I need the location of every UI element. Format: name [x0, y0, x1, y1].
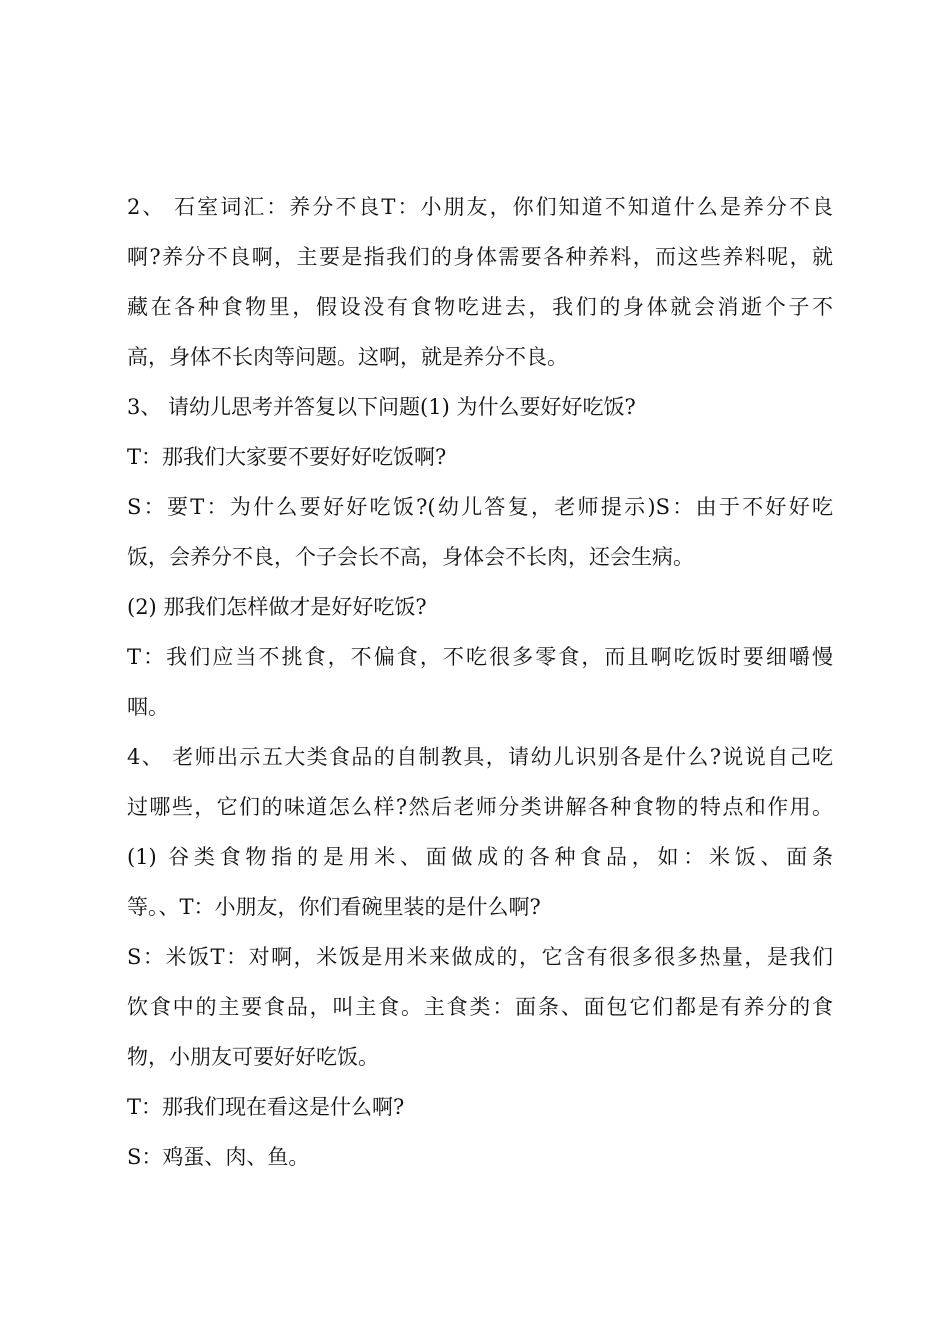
- grain-food-line-1: (1) 谷类食物指的是用米、面做成的各种食品，如：米饭、面条: [127, 845, 833, 869]
- dialogue-line: S：鸡蛋、肉、鱼。: [127, 1145, 310, 1169]
- document-body: [127, 182, 833, 1182]
- dialogue-line: 饮食中的主要食品，叫主食。主食类：面条、面包它们都是有养分的食: [127, 995, 833, 1019]
- paragraph-3-heading: 3、 请幼儿思考并答复以下问题(1) 为什么要好好吃饭?: [127, 395, 636, 419]
- dialogue-line: 物，小朋友可要好好吃饭。: [127, 1045, 379, 1069]
- paragraph-2-line-4: 高，身体不长肉等问题。这啊，就是养分不良。: [127, 345, 568, 369]
- dialogue-line: T：我们应当不挑食，不偏食，不吃很多零食，而且啊吃饭时要细嚼慢: [127, 645, 833, 669]
- dialogue-line: S：要T：为什么要好好吃饭?(幼儿答复，老师提示)S：由于不好好吃: [127, 495, 833, 519]
- dialogue-line: T：那我们大家要不要好好吃饭啊?: [127, 445, 447, 469]
- dialogue-line: 饭，会养分不良，个子会长不高，身体会不长肉，还会生病。: [127, 545, 694, 569]
- paragraph-2-line-2: 啊?养分不良啊，主要是指我们的身体需要各种养料，而这些养料呢，就: [127, 245, 833, 269]
- grain-food-line-2: 等。、T：小朋友，你们看碗里装的是什么啊?: [127, 895, 541, 919]
- question-2: (2) 那我们怎样做才是好好吃饭?: [127, 595, 427, 619]
- paragraph-2-line-1: 2、 石室词汇：养分不良T：小朋友，你们知道不知道什么是养分不良: [127, 195, 833, 219]
- paragraph-4-line-2: 过哪些，它们的味道怎么样?然后老师分类讲解各种食物的特点和作用。: [127, 795, 833, 819]
- dialogue-line: 咽。: [127, 695, 169, 719]
- paragraph-4-line-1: 4、 老师出示五大类食品的自制教具，请幼儿识别各是什么?说说自己吃: [127, 745, 833, 769]
- dialogue-line: T：那我们现在看这是什么啊?: [127, 1095, 405, 1119]
- paragraph-2-line-3: 藏在各种食物里，假设没有食物吃进去，我们的身体就会消逝个子不: [127, 295, 833, 319]
- dialogue-line: S：米饭T：对啊，米饭是用米来做成的，它含有很多很多热量，是我们: [127, 945, 833, 969]
